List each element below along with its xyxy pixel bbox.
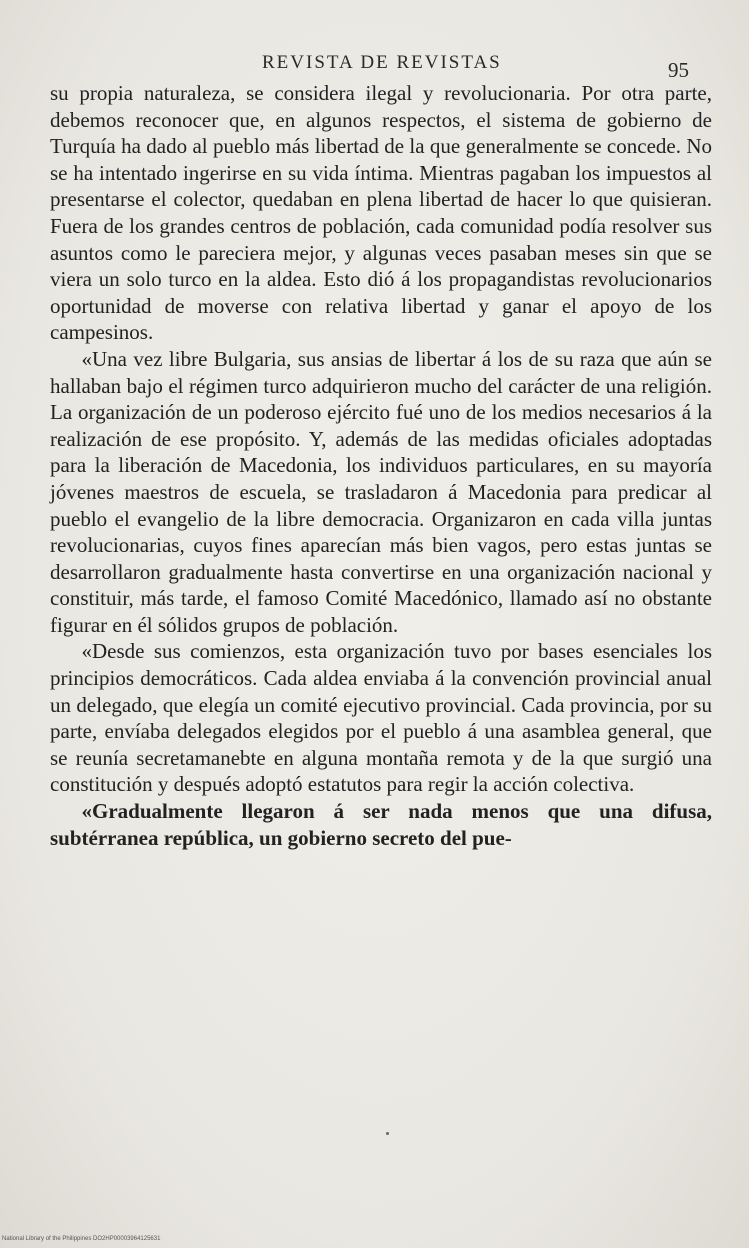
library-credit: National Library of the Philippines DO2HP00003964125631 [2, 1236, 161, 1242]
body-text [50, 80, 712, 851]
page-number: 95 [668, 58, 689, 82]
paragraph: «Desde sus comienzos, esta organización tuvo por bases esenciales los principios democráticos. Cada aldea enviaba á la convención provincial anual un delegado, que elegía un comité ejecutivo provincial. Cada provincia, por su parte, envíaba delegados elegidos por el pueblo á una asamblea general, que se reunía secretamanebte en alguna montaña remota y de la que surgió una constitución y después adoptó estatutos para regir la acción colectiva. [50, 639, 712, 797]
paragraph: «Una vez libre Bulgaria, sus ansias de libertar á los de su raza que aún se hallaban bajo el régimen turco adquirieron mucho del carácter de una religión. La organización de un poderoso ejército fué uno de los medios necesarios á la realización de ese propósito. Y, además de las medidas oficiales adoptadas para la liberación de Macedonia, los individuos particulares, en su mayoría jóvenes maestros de escuela, se trasladaron á Macedonia para predicar al pueblo el evangelio de la libre democracia. Organizaron en cada villa juntas revolucionarias, cuyos fines aparecían más bien vagos, pero estas juntas se desarrollaron gradualmente hasta convertirse en una organización nacional y constituir, más tarde, el famoso Comité Macedónico, llamado así no obstante figurar en él sólidos grupos de población. [50, 346, 712, 637]
running-head [0, 46, 749, 82]
running-title: REVISTA DE REVISTAS [262, 52, 502, 73]
ink-speck [386, 1132, 389, 1135]
paragraph: su propia naturaleza, se considera ilegal y revolucionaria. Por otra parte, debemos reconocer que, en algunos respectos, el sistema de gobierno de Turquía ha dado al pueblo más libertad de la que generalmente se concede. No se ha intentado ingerirse en su vida íntima. Mientras pagaban los impuestos al presentarse el colector, quedaban en plena libertad de hacer lo que quisieran. Fuera de los grandes centros de población, cada comunidad podía resolver sus asuntos como le pareciera mejor, y algunas veces pasaban meses sin que se viera un solo turco en la aldea. Esto dió á los propagandistas revolucionarios oportunidad de moverse con relativa libertad y ganar el apoyo de los campesinos. [50, 81, 712, 345]
paragraph: «Gradualmente llegaron á ser nada menos que una difusa, subtérranea república, un gobierno secreto del pue- [50, 799, 712, 850]
